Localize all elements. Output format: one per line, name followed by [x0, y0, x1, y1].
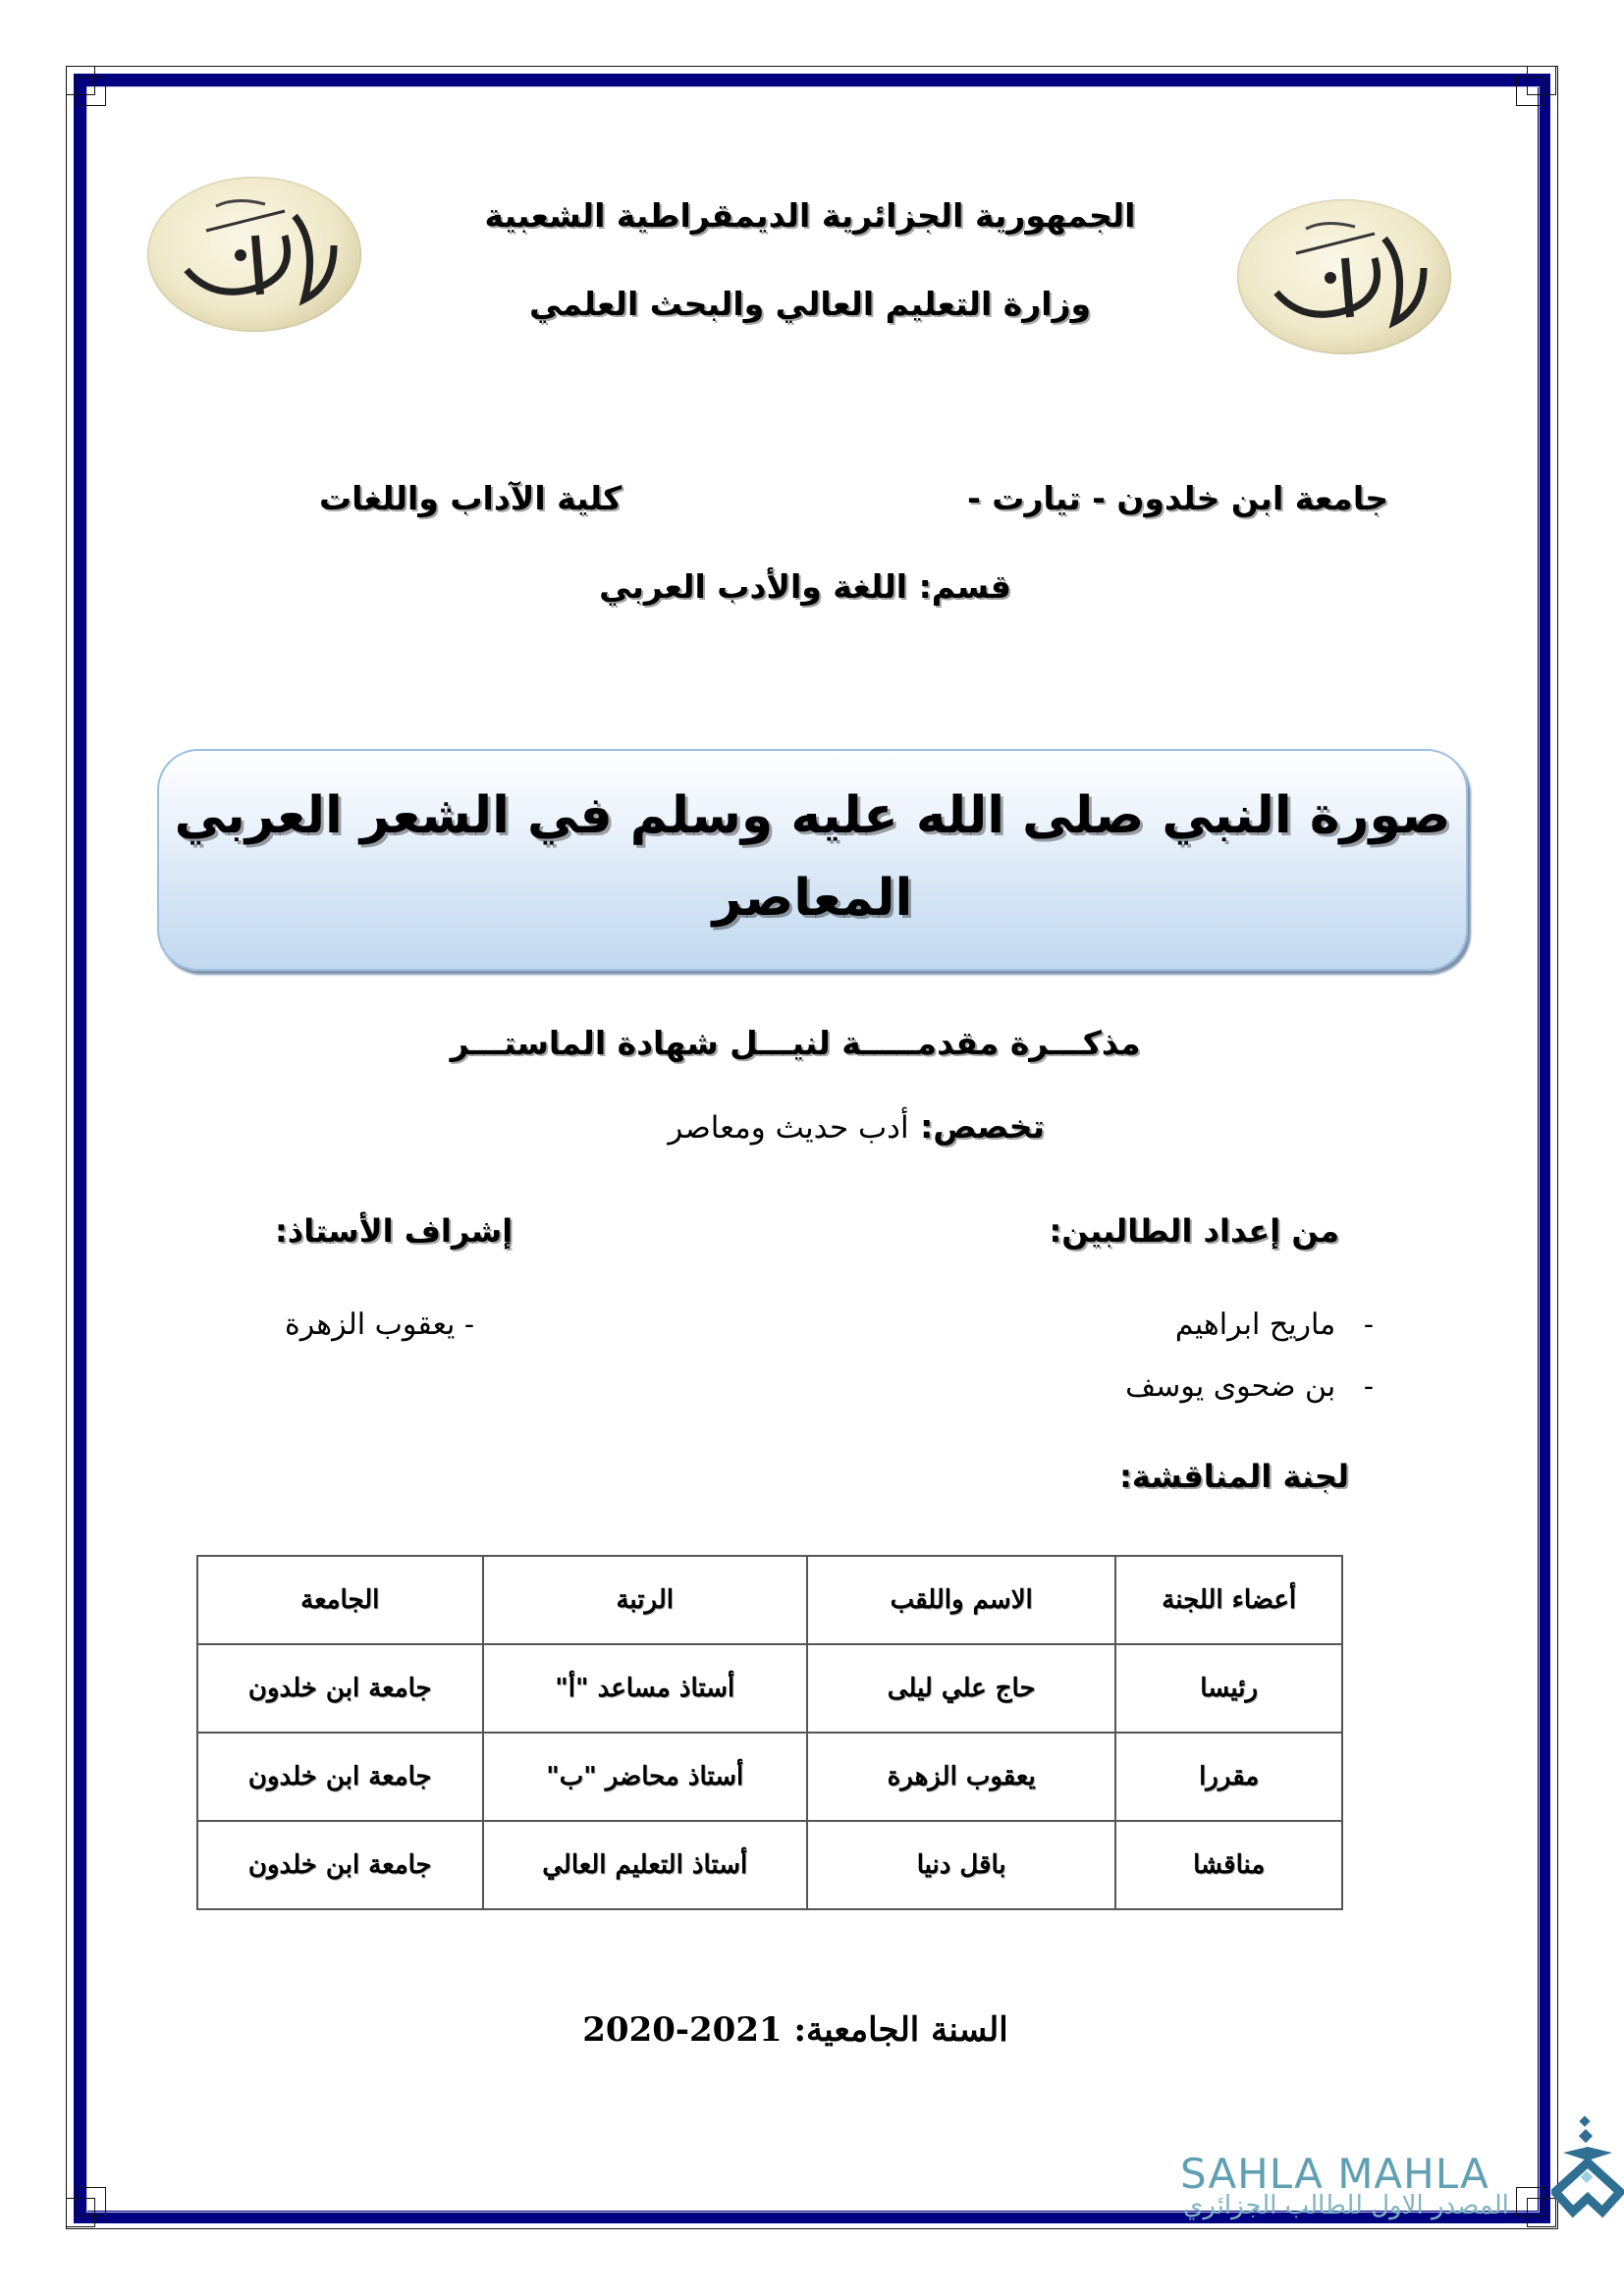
rank-cell: أستاذ محاضر "ب" — [483, 1733, 807, 1821]
supervisor-name: - يعقوب الزهرة — [285, 1308, 475, 1342]
calligraphy-icon — [147, 177, 361, 332]
university-cell: جامعة ابن خلدون — [197, 1644, 483, 1733]
name-cell: حاج علي ليلى — [807, 1644, 1115, 1733]
university-seal-right-icon — [1237, 199, 1451, 354]
table-row — [197, 1733, 1342, 1821]
ministry-name: وزارة التعليم العالي والبحث العلمي — [528, 285, 1092, 323]
specialty-value: أدب حديث ومعاصر — [668, 1110, 909, 1146]
country-name: الجمهورية الجزائرية الديمقراطية الشعبية — [484, 196, 1136, 235]
corner-ornament-bl-2 — [77, 2187, 106, 2216]
committee-label: لجنة المناقشة: — [1119, 1458, 1349, 1495]
name-cell: باقل دنيا — [807, 1821, 1115, 1909]
supervisor-label: إشراف الأستاذ: — [275, 1212, 514, 1250]
watermark-tagline: المصدر الاول للطالب الجزائري — [1183, 2191, 1509, 2220]
corner-ornament-tr-2 — [1516, 77, 1545, 106]
bullet: - — [1363, 1369, 1374, 1404]
specialty-label: تخصص: — [920, 1107, 1045, 1146]
rank-cell: أستاذ التعليم العالي — [483, 1821, 807, 1909]
academic-year-label: السنة الجامعية: — [793, 2010, 1008, 2050]
academic-year-value: 2020-2021 — [582, 2010, 783, 2050]
sahla-mahla-logo-icon — [1551, 2115, 1624, 2218]
calligraphy-icon — [1237, 199, 1451, 354]
thesis-type: مذكـــرة مقدمـــــة لنيـــل شهادة الماستـــر — [450, 1024, 1141, 1062]
student-name: بن ضحوى يوسف — [1125, 1369, 1336, 1404]
academic-year — [550, 2010, 1041, 2050]
name-cell: يعقوب الزهرة — [807, 1733, 1115, 1821]
students-label: من إعداد الطالبين: — [1049, 1212, 1339, 1250]
role-cell: رئيسا — [1115, 1644, 1342, 1733]
department-name: قسم: اللغة والأدب العربي — [599, 567, 1011, 606]
university-seal-left-icon — [147, 177, 361, 332]
university-cell: جامعة ابن خلدون — [197, 1733, 483, 1821]
header-cell: الرتبة — [483, 1556, 807, 1644]
student-name: ماريح ابراهيم — [1174, 1308, 1336, 1342]
university-cell: جامعة ابن خلدون — [197, 1821, 483, 1909]
bullet: - — [1363, 1308, 1374, 1342]
faculty-name: كلية الآداب واللغات — [319, 479, 623, 517]
thesis-title-line2: المعاصر — [712, 869, 913, 928]
table-row — [197, 1644, 1342, 1733]
corner-ornament-br-2 — [1516, 2187, 1545, 2216]
student-item — [1175, 1308, 1374, 1342]
committee-table — [196, 1555, 1343, 1910]
role-cell: مناقشا — [1115, 1821, 1342, 1909]
specialty-row — [668, 1107, 1045, 1146]
role-cell: مقررا — [1115, 1733, 1342, 1821]
rank-cell: أستاذ مساعد "أ" — [483, 1644, 807, 1733]
table-row — [197, 1821, 1342, 1909]
header-cell: الاسم واللقب — [807, 1556, 1115, 1644]
watermark-brand: SAHLA MAHLA — [1180, 2150, 1489, 2198]
thesis-title-line1: صورة النبي صلى الله عليه وسلم في الشعر العربي — [174, 786, 1451, 845]
header-cell: الجامعة — [197, 1556, 483, 1644]
university-name: جامعة ابن خلدون - تيارت - — [967, 479, 1388, 517]
header-cell: أعضاء اللجنة — [1115, 1556, 1342, 1644]
table-header-row — [197, 1556, 1342, 1644]
corner-ornament-tl-2 — [77, 77, 106, 106]
student-item — [1125, 1369, 1374, 1404]
thesis-title-box — [157, 749, 1468, 971]
